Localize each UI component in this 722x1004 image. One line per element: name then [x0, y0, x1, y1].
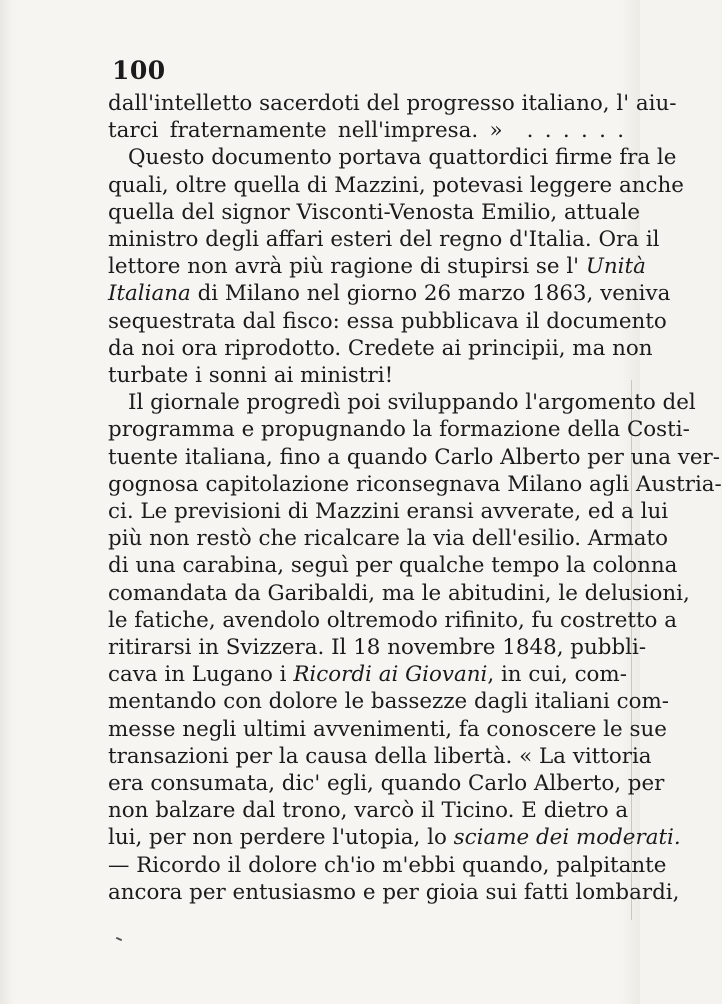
text-line: — Ricordo il dolore ch'io m'ebbi quando, palpitante	[108, 852, 667, 878]
text-line	[108, 824, 681, 851]
text-line: ancora per entusiasmo e per gioia sui fatti lombardi,	[108, 879, 680, 905]
text-line: messe negli ultimi avvenimenti, fa conoscere le sue	[108, 716, 667, 742]
text-segment: , in cui, com-	[487, 662, 627, 688]
text-line	[108, 253, 646, 280]
newspaper-title-cont: Italiana	[108, 281, 191, 307]
page-number: 100	[112, 56, 166, 85]
text-line	[108, 117, 624, 144]
newspaper-title: Unità	[585, 254, 646, 280]
text-line: Questo documento portava quattordici firme fra le	[128, 145, 677, 171]
italic-phrase: sciame dei moderati.	[453, 825, 681, 851]
text-line: tuente italiana, fino a quando Carlo Alberto per una ver-	[108, 444, 720, 470]
text-line: non balzare dal trono, varcò il Ticino. E dietro a	[108, 798, 629, 824]
text-line	[108, 280, 671, 307]
print-mark	[116, 937, 122, 941]
text-line: ci. Le previsioni di Mazzini eransi avverate, ed a lui	[108, 499, 669, 525]
text-segment: lettore non avrà più ragione di stupirsi se l'	[108, 254, 580, 280]
text-line: programma e propugnando la formazione della Costi-	[108, 417, 690, 443]
text-line: quella del signor Visconti-Venosta Emilio, attuale	[108, 199, 640, 225]
text-segment: lui, per non perdere l'utopia, lo	[108, 825, 447, 851]
text-line: da noi ora riprodotto. Credete ai principii, ma non	[108, 335, 653, 361]
text-line: di una carabina, seguì per qualche tempo la colonna	[108, 553, 678, 579]
quote-end: tarci fraternamente nell'impresa. »	[108, 118, 503, 144]
text-line: dall'intelletto sacerdoti del progresso italiano, l' aiu-	[108, 91, 677, 116]
text-line: transazioni per la causa della libertà. « La vittoria	[108, 743, 652, 769]
ellipsis-dots: . . . . . .	[526, 118, 624, 144]
text-segment: cava in Lugano i	[108, 662, 287, 688]
book-title: Ricordi ai Giovani	[293, 662, 488, 688]
text-line: quali, oltre quella di Mazzini, potevasi leggere anche	[108, 172, 684, 198]
text-segment: di Milano nel giorno 26 marzo 1863, veniva	[197, 281, 671, 307]
text-line: ministro degli affari esteri del regno d'Italia. Ora il	[108, 227, 660, 253]
text-line: comandata da Garibaldi, ma le abitudini, le delusioni,	[108, 580, 690, 606]
text-line: le fatiche, avendolo oltremodo rifinito, fu costretto a	[108, 607, 677, 633]
text-line	[108, 661, 627, 688]
text-line: mentando con dolore le bassezze dagli italiani com-	[108, 689, 670, 715]
text-line: gognosa capitolazione riconsegnava Milano agli Austria-	[108, 471, 722, 497]
body-text	[108, 90, 722, 906]
text-line: Il giornale progredì poi sviluppando l'argomento del	[128, 390, 696, 416]
text-line: turbate i sonni ai ministri!	[108, 363, 394, 389]
text-line: era consumata, dic' egli, quando Carlo Alberto, per	[108, 771, 665, 797]
text-line: sequestrata dal fisco: essa pubblicava il documento	[108, 308, 667, 334]
text-line: più non restò che ricalcare la via dell'esilio. Armato	[108, 526, 668, 552]
text-line: ritirarsi in Svizzera. Il 18 novembre 1848, pubbli-	[108, 635, 647, 661]
